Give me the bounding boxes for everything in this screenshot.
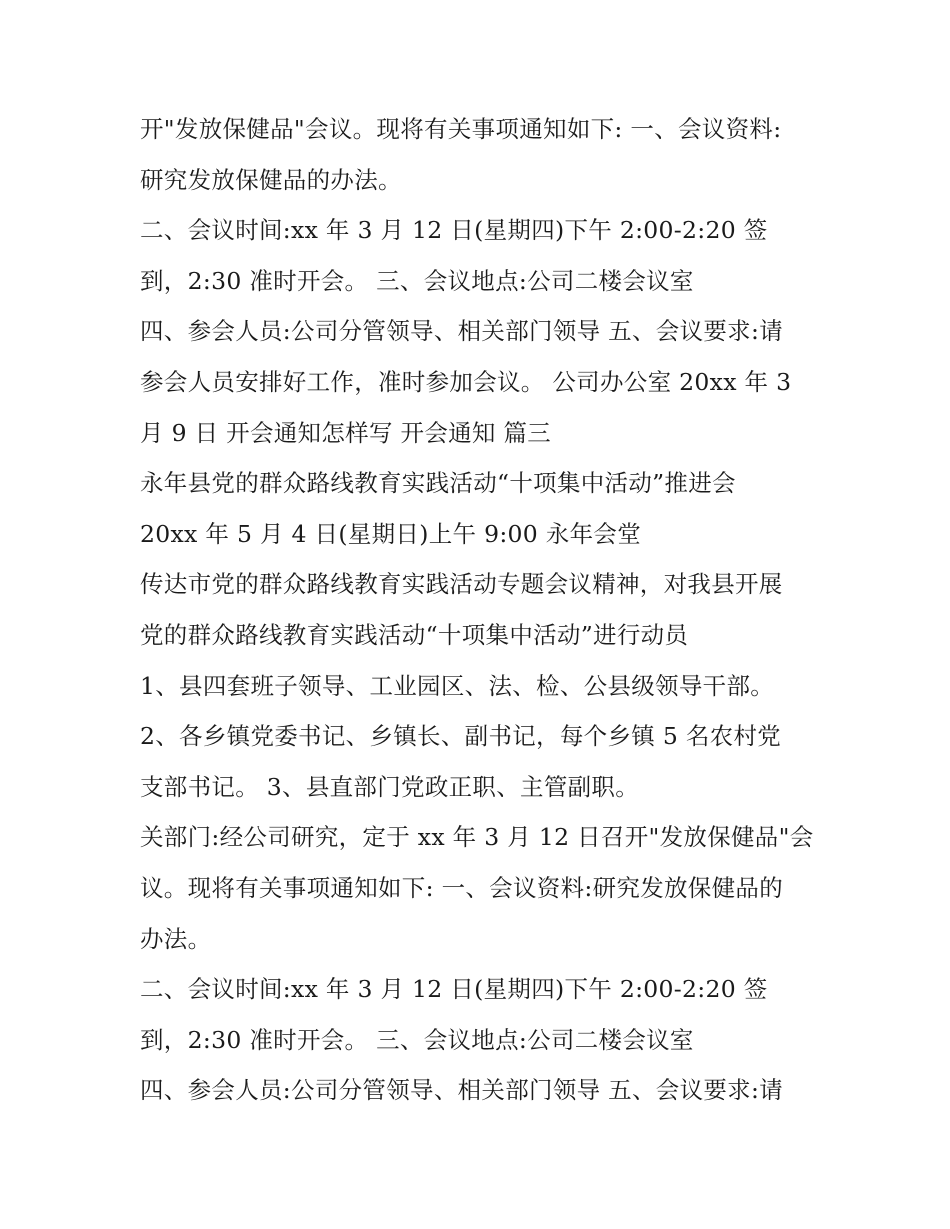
text-line: 四、参会人员:公司分管领导、相关部门领导 五、会议要求:请 [140, 317, 784, 346]
text-line: 四、参会人员:公司分管领导、相关部门领导 五、会议要求:请 [140, 1076, 784, 1105]
text-line: 20xx 年 5 月 4 日(星期日)上午 9:00 永年会堂 [140, 519, 642, 548]
text-line: 参会人员安排好工作，准时参加会议。 公司办公室 20xx 年 3 [140, 367, 792, 396]
text-line: 研究发放保健品的办法。 [140, 165, 402, 194]
text-line: 永年县党的群众路线教育实践活动“十项集中活动”推进会 [140, 469, 736, 498]
text-line: 二、会议时间:xx 年 3 月 12 日(星期四)下午 2:00-2:20 签 [140, 216, 768, 245]
text-line: 关部门:经公司研究，定于 xx 年 3 月 12 日召开"发放保健品"会 [140, 823, 814, 852]
text-line: 到，2:30 准时开会。 三、会议地点:公司二楼会议室 [140, 266, 694, 295]
text-line: 月 9 日 开会通知怎样写 开会通知 篇三 [140, 418, 552, 447]
text-line: 开"发放保健品"会议。现将有关事项通知如下: 一、会议资料: [140, 115, 782, 143]
text-line: 2、各乡镇党委书记、乡镇长、副书记，每个乡镇 5 名农村党 [140, 722, 782, 751]
text-line: 党的群众路线教育实践活动“十项集中活动”进行动员 [140, 620, 689, 649]
text-line: 到，2:30 准时开会。 三、会议地点:公司二楼会议室 [140, 1025, 694, 1054]
text-line: 议。现将有关事项通知如下: 一、会议资料:研究发放保健品的 [140, 873, 784, 902]
document-body [140, 104, 830, 1116]
text-line: 办法。 [140, 924, 212, 953]
text-line: 支部书记。 3、县直部门党政正职、主管副职。 [140, 772, 640, 801]
text-line: 传达市党的群众路线教育实践活动专题会议精神，对我县开展 [140, 570, 783, 599]
text-line: 二、会议时间:xx 年 3 月 12 日(星期四)下午 2:00-2:20 签 [140, 975, 768, 1004]
text-line: 1、县四套班子领导、工业园区、法、检、公县级领导干部。 [140, 671, 775, 700]
